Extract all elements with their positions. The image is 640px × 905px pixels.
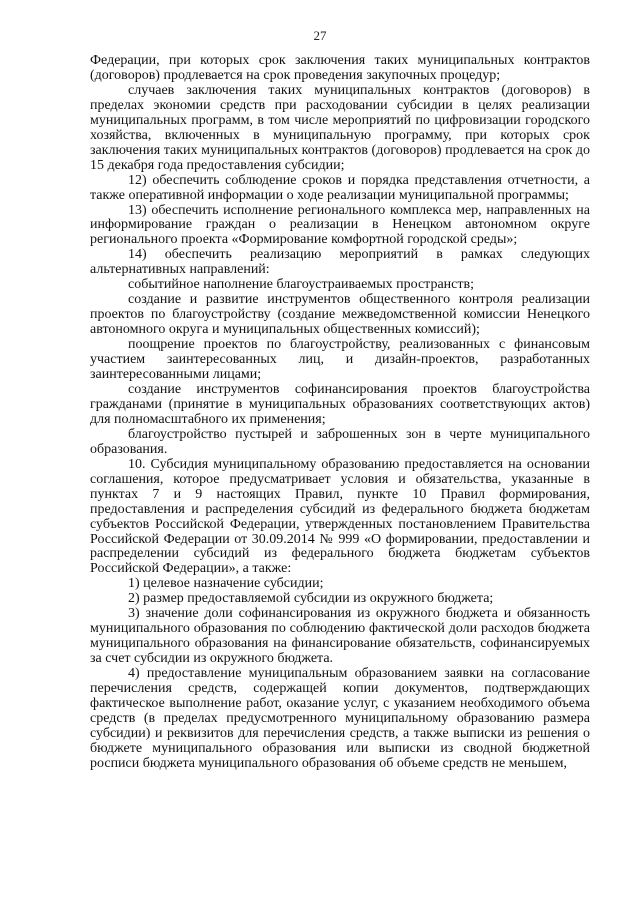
paragraph: 13) обеспечить исполнение регионального комплекса мер, направленных на информирование граждан о реализации в Ненецком автономном округе регионального проекта «Формирование комфортной городской среды»; (90, 202, 590, 248)
paragraph: 4) предоставление муниципальным образованием заявки на согласование перечисления средств, содержащей копии документов, подтверждающих фактическое выполнение работ, оказание услуг, с указанием необходимого объема средств (в пределах предусмотренного муниципальному образованию размера субсидии) и реквизитов для перечисления средств, а также выписки из решения о бюджете муниципального образования или выписки из сводной бюджетной росписи бюджета муниципального образования об объеме средств не меньшем, (90, 666, 590, 771)
paragraph: событийное наполнение благоустраиваемых пространств; (128, 277, 474, 293)
paragraph: 10. Субсидия муниципальному образованию предоставляется на основании соглашения, которое предусматривает условия и обязательства, указанные в пунктах 7 и 9 настоящих Правил, пункте 10 Правил формирования, предоставления и распределения субсидий из федерального бюджета бюджетам субъектов Российской Федерации, утвержденных постановлением Правительства Российской Федерации от 30.09.2014 № 999 «О формировании, предоставлении и распределении субсидий из федерального бюджета бюджетам субъектов Российской Федерации», а также: (90, 456, 590, 577)
paragraph: 1) целевое назначение субсидии; (128, 576, 324, 592)
paragraph: 3) значение доли софинансирования из окружного бюджета и обязанность муниципального образования по соблюдению фактической доли расходов бюджета муниципального образования на финансирование обязательств, софинансируемых за счет субсидии из окружного бюджета. (90, 606, 590, 667)
paragraph: 14) обеспечить реализацию мероприятий в рамках следующих альтернативных направлений: (90, 247, 590, 278)
paragraph: создание и развитие инструментов общественного контроля реализации проектов по благоустройству (создание межведомственной комиссии Ненецкого автономного округа и муниципальных общественных комиссий); (90, 292, 590, 338)
paragraph: 2) размер предоставляемой субсидии из окружного бюджета; (128, 591, 494, 607)
paragraph: поощрение проектов по благоустройству, реализованных с финансовым участием заинтересованных лиц, и дизайн-проектов, разработанных заинтересованными лицами; (90, 337, 590, 383)
paragraph: случаев заключения таких муниципальных контрактов (договоров) в пределах экономии средств при расходовании субсидии в целях реализации муниципальных программ, в том числе мероприятий по цифровизации городского хозяйства, включенных в муниципальную программу, при которых срок заключения таких муниципальных контрактов (договоров) продлевается на срок до 15 декабря года предоставления субсидии; (90, 82, 590, 173)
paragraph: 12) обеспечить соблюдение сроков и порядка представления отчетности, а также оперативной информации о ходе реализации муниципальной программы; (90, 172, 590, 203)
body-text (90, 54, 590, 772)
paragraph: Федерации, при которых срок заключения таких муниципальных контрактов (договоров) продлевается на срок проведения закупочных процедур; (90, 53, 590, 83)
paragraph: благоустройство пустырей и заброшенных зон в черте муниципального образования. (90, 426, 590, 457)
page-number: 27 (313, 28, 327, 43)
paragraph: создание инструментов софинансирования проектов благоустройства гражданами (принятие в муниципальных образованиях соответствующих актов) для полномасштабного их применения; (90, 381, 590, 427)
